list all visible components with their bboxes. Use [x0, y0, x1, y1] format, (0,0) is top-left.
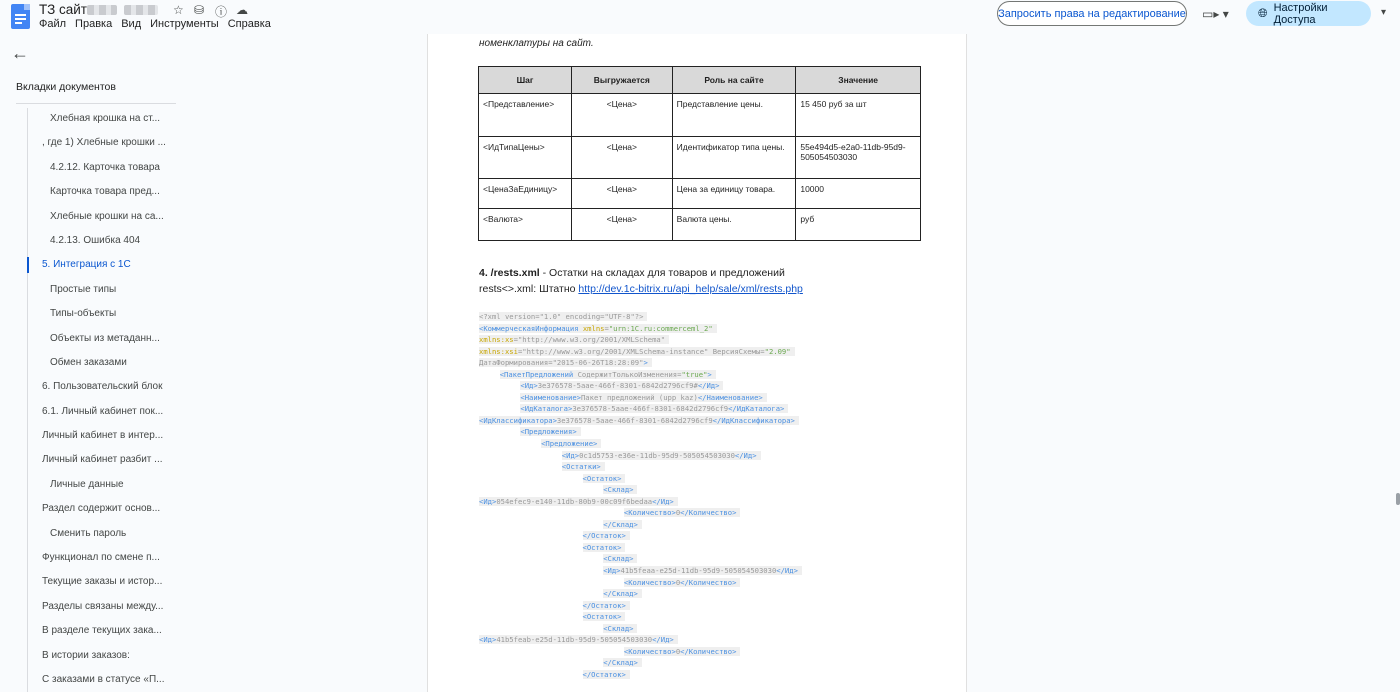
- intro-text: номенклатуры на сайт.: [479, 38, 594, 49]
- back-arrow-icon[interactable]: ←: [11, 43, 29, 63]
- code-token: </Ид>: [652, 635, 674, 645]
- history-icon[interactable]: ⓘ: [215, 5, 228, 19]
- code-token: </Остаток>: [582, 600, 626, 610]
- table-header-cell: Роль на сайте: [672, 67, 796, 94]
- menu-bar: [39, 18, 271, 30]
- request-edit-access-button[interactable]: Запросить права на редактирование: [997, 1, 1187, 26]
- top-bar: [0, 0, 1400, 34]
- table-cell: Представление цены.: [672, 94, 796, 137]
- outline-item[interactable]: Обмен заказами: [50, 356, 127, 368]
- table-cell: 55e494d5-e2a0-11db-95d9-505054503030: [796, 137, 921, 179]
- table-cell: Идентификатор типа цены.: [672, 137, 796, 179]
- code-line: [479, 588, 919, 600]
- code-line-text: [603, 554, 637, 563]
- code-token: </Склад>: [603, 589, 638, 599]
- code-token: ДатаФормирования=: [479, 358, 553, 368]
- code-line: [479, 323, 919, 335]
- table-row: [479, 137, 921, 179]
- code-token: 3e376578-5aae-466f-8301-6842d2796cf9: [556, 415, 713, 425]
- code-token: 0: [675, 577, 681, 587]
- code-line-text: [624, 508, 741, 517]
- code-line-text: [479, 497, 678, 506]
- outline-item[interactable]: Текущие заказы и истор...: [42, 576, 163, 588]
- code-token: =: [604, 323, 609, 333]
- code-line-text: [479, 416, 799, 425]
- code-line-text: [624, 578, 741, 587]
- code-line: [479, 403, 919, 415]
- code-token: 054efec9-e140-11db-80b9-00c09f6bedaa: [496, 496, 653, 506]
- document-page[interactable]: [427, 34, 967, 692]
- outline-item[interactable]: 5. Интеграция с 1С: [27, 257, 177, 281]
- globe-icon: 🌐︎: [1258, 6, 1268, 20]
- code-line: [479, 657, 919, 669]
- table-cell: <Цена>: [571, 209, 672, 241]
- code-line: [479, 530, 919, 542]
- code-token: <?xml version="1.0" encoding="UTF-8"?>: [479, 312, 644, 321]
- outline-item[interactable]: Простые типы: [50, 283, 117, 295]
- code-line-text: [583, 531, 630, 540]
- code-line-text: [520, 381, 723, 390]
- code-token: "http://www.w3.org/2001/XMLSchema-instance": [522, 346, 713, 356]
- code-token: "http://www.w3.org/2001/XMLSchema": [517, 335, 666, 345]
- code-line: [479, 357, 919, 369]
- code-token: xmlns:xs: [479, 335, 514, 345]
- share-label: Настройки Доступа: [1273, 1, 1328, 26]
- code-line: [479, 519, 919, 531]
- outline-item[interactable]: Раздел содержит основ...: [42, 503, 161, 515]
- code-line-text: [479, 347, 795, 356]
- outline-item[interactable]: Объекты из метаданн...: [50, 332, 160, 344]
- code-line: [479, 311, 919, 323]
- outline-item[interactable]: С заказами в статусе «П...: [42, 673, 165, 685]
- code-token: ВерсияСхемы: [712, 346, 761, 356]
- table-row: [479, 209, 921, 241]
- code-token: =: [513, 335, 518, 345]
- code-token: <Наименование>: [520, 392, 581, 402]
- code-token: </Склад>: [603, 519, 638, 529]
- redacted-title-part: [87, 5, 117, 15]
- outline-item[interactable]: Разделы связаны между...: [42, 600, 164, 612]
- menu-view[interactable]: Вид: [121, 18, 142, 30]
- code-line: [479, 507, 919, 519]
- code-line: [479, 438, 919, 450]
- code-line: [479, 553, 919, 565]
- code-token: "2.09": [764, 346, 791, 356]
- section-heading: [479, 267, 785, 279]
- code-line-text: [479, 335, 669, 344]
- outline-item[interactable]: Личный кабинет в интер...: [42, 430, 164, 442]
- code-token: <Предложение>: [541, 439, 598, 449]
- menu-tools[interactable]: Инструменты: [150, 18, 219, 30]
- code-line-text: [583, 543, 626, 552]
- table-cell: <ЦенаЗаЕдиницу>: [479, 179, 572, 209]
- code-line: [479, 611, 919, 623]
- code-line: [479, 542, 919, 554]
- code-token: <Предложения>: [520, 427, 577, 437]
- menu-file[interactable]: Файл: [39, 18, 67, 30]
- code-line-text: [603, 566, 802, 575]
- code-token: <Склад>: [603, 485, 634, 495]
- code-token: 0: [675, 646, 681, 656]
- code-token: </Наименование>: [697, 392, 763, 402]
- code-token: >: [643, 358, 648, 368]
- table-cell: Цена за единицу товара.: [672, 179, 796, 209]
- code-token: <ПакетПредложений: [499, 369, 578, 379]
- table-cell: <Представление>: [479, 94, 572, 137]
- code-token: 41b5feab-e25d-11db-95d9-505054503030: [496, 635, 653, 645]
- divider: [16, 103, 176, 104]
- chevron-down-icon[interactable]: ▾: [1381, 7, 1387, 18]
- code-line: [479, 392, 919, 404]
- section-title: - Остатки на складах для товаров и предложений: [539, 267, 785, 279]
- table-cell: <Валюта>: [479, 209, 572, 241]
- code-token: </Ид>: [697, 381, 720, 391]
- xml-code-block: [479, 311, 919, 681]
- code-token: <ИдКлассификатора>: [479, 415, 557, 425]
- code-token: </Ид>: [734, 450, 757, 460]
- code-token: 0: [675, 508, 681, 518]
- move-icon[interactable]: ⛁: [194, 3, 205, 17]
- outline-item[interactable]: Функционал по смене п...: [42, 552, 160, 564]
- outline-item[interactable]: В истории заказов:: [42, 649, 130, 661]
- outline-item[interactable]: Личный кабинет разбит ...: [42, 454, 163, 466]
- code-line: [479, 334, 919, 346]
- star-icon[interactable]: ☆: [173, 3, 184, 17]
- code-token: </Склад>: [603, 658, 638, 668]
- code-token: </Остаток>: [582, 531, 626, 541]
- menu-edit[interactable]: Правка: [75, 18, 113, 30]
- code-line-text: [562, 451, 761, 460]
- code-token: <Склад>: [603, 623, 634, 633]
- code-line-text: [583, 670, 630, 679]
- code-token: </Ид>: [776, 566, 798, 576]
- code-token: </ИдКаталога>: [728, 404, 785, 414]
- table-header-cell: Шаг: [479, 67, 572, 94]
- code-line-text: [603, 520, 642, 529]
- code-token: </Количество>: [680, 646, 737, 656]
- code-token: 3e376578-5aae-466f-8301-6842d2796cf9: [572, 404, 729, 414]
- code-line: [479, 646, 919, 658]
- price-table: [478, 66, 921, 241]
- code-token: "true": [681, 369, 708, 379]
- code-line-text: [520, 404, 788, 413]
- table-row: [479, 94, 921, 137]
- code-token: <ИдКаталога>: [520, 404, 573, 414]
- table-header-cell: Значение: [796, 67, 921, 94]
- code-line: [479, 496, 919, 508]
- code-token: <Ид>: [561, 450, 580, 460]
- code-line-text: [500, 370, 716, 379]
- code-line-text: [479, 635, 678, 644]
- outline-item[interactable]: 4.2.12. Карточка товара: [50, 161, 160, 173]
- code-token: <Количество>: [623, 577, 676, 587]
- code-line-text: [541, 439, 601, 448]
- rests-line: [479, 283, 803, 295]
- code-token: <Остатки>: [561, 462, 601, 472]
- section-number: 4. /rests.xml: [479, 267, 540, 279]
- code-token: <Ид>: [520, 381, 538, 391]
- code-token: <Остаток>: [582, 612, 622, 622]
- code-line-text: [603, 589, 642, 598]
- code-line-text: [479, 358, 652, 367]
- code-line: [479, 577, 919, 589]
- table-cell: <Цена>: [571, 137, 672, 179]
- outline-item[interactable]: Карточка товара пред...: [50, 186, 160, 198]
- code-line: [479, 426, 919, 438]
- code-token: <Ид>: [479, 635, 497, 645]
- code-token: "2015-06-26T18:28:09": [552, 358, 644, 368]
- code-line-text: [479, 324, 717, 333]
- code-token: <Остаток>: [582, 473, 622, 483]
- code-token: <Ид>: [479, 496, 497, 506]
- outline-item[interactable]: 6.1. Личный кабинет пок...: [42, 405, 164, 417]
- menu-help[interactable]: Справка: [227, 18, 271, 30]
- meet-icon[interactable]: ▭▸ ▾: [1202, 7, 1229, 21]
- code-line: [479, 369, 919, 381]
- rests-doc-link[interactable]: http://dev.1c-bitrix.ru/api_help/sale/xml/rests.php: [578, 283, 803, 295]
- code-line-text: [624, 647, 741, 656]
- code-token: "urn:1C.ru:commerceml_2": [608, 323, 713, 333]
- outline-item[interactable]: В разделе текущих зака...: [42, 625, 162, 637]
- outline-item[interactable]: Личные данные: [50, 478, 124, 490]
- code-token: 0c1d5753-e36e-11db-95d9-505054503030: [579, 450, 735, 460]
- table-header-cell: Выгружается: [571, 67, 672, 94]
- outline-item[interactable]: 4.2.13. Ошибка 404: [50, 234, 141, 246]
- code-line: [479, 473, 919, 485]
- redacted-title-part: [124, 5, 158, 15]
- outline-item[interactable]: Типы-объекты: [50, 308, 117, 320]
- outline-item[interactable]: Хлебная крошка на ст...: [50, 113, 161, 124]
- outline-item[interactable]: , где 1) Хлебные крошки ...: [42, 137, 166, 149]
- code-line: [479, 415, 919, 427]
- code-line: [479, 634, 919, 646]
- code-line: [479, 461, 919, 473]
- code-token: =: [760, 346, 765, 356]
- docs-logo-icon[interactable]: [11, 4, 30, 29]
- code-line-text: [603, 624, 637, 633]
- code-token: <Остаток>: [582, 542, 622, 552]
- document-outline: [27, 111, 177, 692]
- table-cell: Валюта цены.: [672, 209, 796, 241]
- document-tabs-heading: Вкладки документов: [16, 81, 116, 93]
- code-token: </Количество>: [680, 577, 737, 587]
- table-cell: <ИдТипаЦены>: [479, 137, 572, 179]
- code-line-text: [603, 485, 637, 494]
- code-token: <Ид>: [603, 566, 621, 576]
- code-token: <Склад>: [603, 554, 634, 564]
- table-row: [479, 179, 921, 209]
- code-line-text: [520, 427, 580, 436]
- code-token: Пакет предложений (upp kaz): [580, 392, 698, 402]
- code-token: >: [707, 369, 712, 379]
- code-line: [479, 450, 919, 462]
- table-cell: <Цена>: [571, 179, 672, 209]
- code-token: 3e376578-5aae-466f-8301-6842d2796cf9#: [537, 381, 698, 391]
- code-token: <Количество>: [623, 508, 676, 518]
- outline-item[interactable]: 6. Пользовательский блок: [42, 381, 163, 393]
- code-token: <КоммерческаяИнформация: [479, 323, 583, 333]
- code-line: [479, 346, 919, 358]
- code-line: [479, 623, 919, 635]
- code-token: </Ид>: [652, 496, 674, 506]
- code-line: [479, 600, 919, 612]
- code-token: =: [517, 346, 523, 356]
- rests-prefix: rests<>.xml: Штатно: [479, 283, 579, 295]
- table-cell: 10000: [796, 179, 921, 209]
- table-cell: <Цена>: [571, 94, 672, 137]
- code-line-text: [520, 393, 766, 402]
- code-token: </Остаток>: [582, 669, 626, 679]
- document-title[interactable]: ТЗ сайт: [39, 2, 87, 17]
- share-button[interactable]: [1246, 1, 1371, 26]
- code-line-text: [583, 612, 626, 621]
- code-line: [479, 565, 919, 577]
- code-line-text: [479, 312, 647, 321]
- code-token: xmlns:xsi: [479, 346, 518, 356]
- code-line: [479, 669, 919, 681]
- code-line-text: [603, 658, 642, 667]
- table-header-row: [479, 67, 921, 94]
- table-cell: руб: [796, 209, 921, 241]
- code-token: СодержитТолькоИзменения=: [577, 369, 682, 379]
- code-line: [479, 380, 919, 392]
- scrollbar-thumb[interactable]: [1396, 493, 1400, 505]
- code-line-text: [583, 601, 630, 610]
- outline-item[interactable]: Сменить пароль: [50, 527, 127, 539]
- outline-item[interactable]: Хлебные крошки на са...: [50, 210, 164, 222]
- code-token: xmlns: [582, 323, 605, 333]
- code-token: </Количество>: [680, 508, 737, 518]
- code-token: </ИдКлассификатора>: [712, 415, 795, 425]
- code-line: [479, 484, 919, 496]
- code-token: 41b5feaa-e25d-11db-95d9-505054503030: [620, 566, 777, 576]
- code-line-text: [583, 474, 626, 483]
- cloud-status-icon[interactable]: ☁: [236, 3, 248, 17]
- code-line-text: [562, 462, 605, 471]
- table-cell: 15 450 руб за шт: [796, 94, 921, 137]
- code-token: <Количество>: [623, 646, 676, 656]
